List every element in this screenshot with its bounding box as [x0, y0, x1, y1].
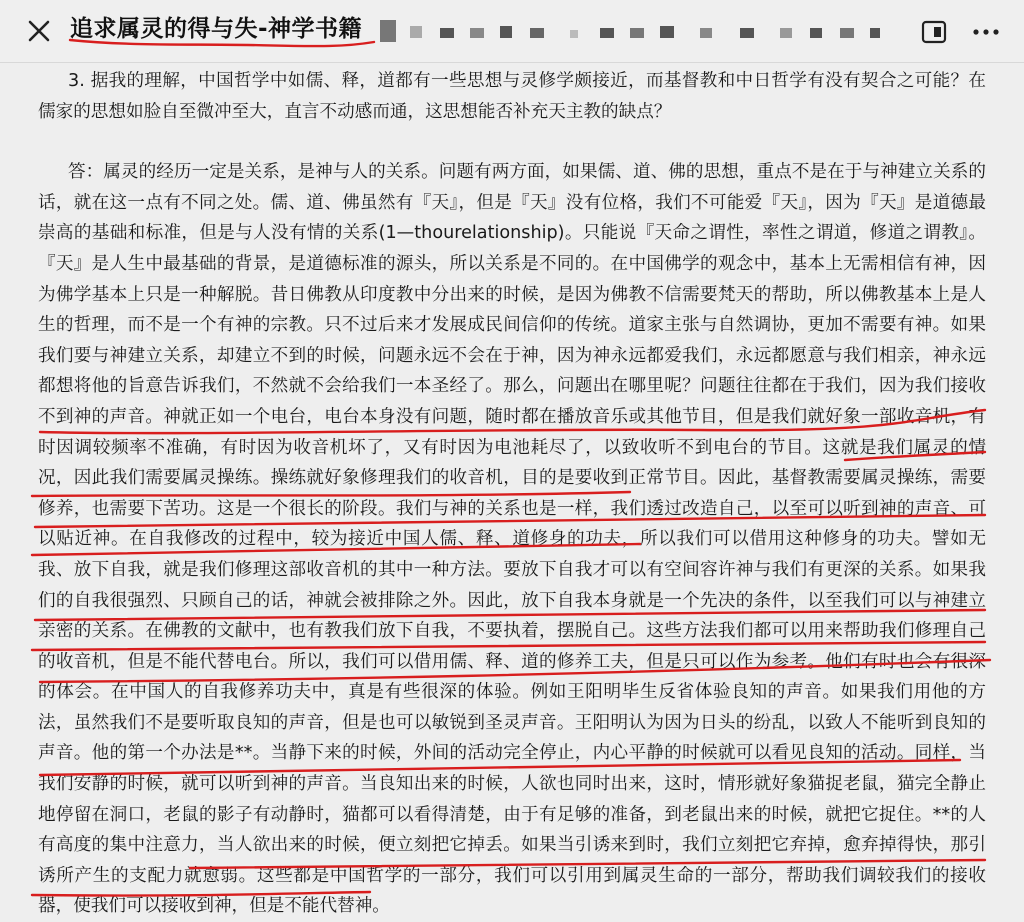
header-divider — [0, 62, 1024, 63]
top-bar — [0, 0, 1024, 62]
article-body — [38, 66, 986, 922]
redacted-pixelation — [370, 20, 890, 44]
more-dots-icon[interactable] — [970, 18, 1002, 46]
close-icon[interactable] — [22, 14, 56, 48]
page-title: 追求属灵的得与失-神学书籍 — [70, 16, 363, 42]
question-paragraph: 3. 据我的理解，中国哲学中如儒、释，道都有一些思想与灵修学颇接近，而基督教和中日哲学有没有契合之可能？在儒家的思想如脸自至微冲至大，直言不动感而通，这思想能否补充天主教的缺点？ — [38, 71, 986, 122]
title-underline-mark — [68, 34, 378, 54]
picture-in-picture-icon[interactable] — [920, 18, 948, 46]
answer-paragraph: 答：属灵的经历一定是关系，是神与人的关系。问题有两方面，如果儒、道、佛的思想，重点不是在于与神建立关系的话，就在这一点有不同之处。儒、道、佛虽然有『天』，但是『天』没有位格，我们不可能爱『天』，因为『天』是道德最崇高的基础和标准，但是与人没有情的关系(1—thourelationship)。只能说『天命之谓性，率性之谓道，修道之谓教』。『天』是人生中最基础的背景，是道德标准的源头，所以关系是不同的。在中国佛学的观念中，基本上无需相信有神，因为佛学基本上只是一种解脱。昔日佛教从印度教中分出来的时候，是因为佛教不信需要梵天的帮助，所以佛教基本上是人生的哲理，而不是一个有神的宗教。只不过后来才发展成民间信仰的传统。道家主张与自然调协，更加不需要有神。如果我们要与神建立关系，却建立不到的时候，问题永远不会在于神，因为神永远都爱我们，永远都愿意与我们相亲，神永远都想将他的旨意告诉我们，不然就不会给我们一本圣经了。那么，问题出在哪里呢？问题往往都在于我们，因为我们接收不到神的声音。神就正如一个电台，电台本身没有问题，随时都在播放音乐或其他节目，但是我们就好象一部收音机，有时因调较频率不准确，有时因为收音机坏了，又有时因为电池耗尽了，以致收听不到电台的节目。这就是我们属灵的情况，因此我们需要属灵操练。操练就好象修理我们的收音机，目的是要收到正常节目。因此，基督教需要属灵操练，需要修养，也需要下苦功。这是一个很长的阶段。我们与神的关系也是一样，我们透过改造自己，以至可以听到神的声音、可以贴近神。在自我修改的过程中，较为接近中国人儒、释、道修身的功夫，所以我们可以借用这种修身的功夫。譬如无我、放下自我，就是我们修理这部收音机的其中一种方法。要放下自我才可以有空间容许神与我们有更深的关系。如果我们的自我很强烈、只顾自己的话，神就会被排除之外。因此，放下自我本身就是一个先决的条件，以至我们可以与神建立亲密的关系。在佛教的文献中，也有教我们放下自我，不要执着，摆脱自己。这些方法我们都可以用来帮助我们修理自己的收音机，但是不能代替电台。所以，我们可以借用儒、释、道的修养工夫，但是只可以作为参考。他们有时也会有很深的体会。在中国人的自我修养功夫中，真是有些很深的体验。例如王阳明毕生反省体验良知的声音。如果我们用他的方法，虽然我们不是要听取良知的声音，但是也可以敏锐到圣灵声音。王阳明认为因为日头的纷乱，以致人不能听到良知的声音。他的第一个办法是**。当静下来的时候，外间的活动完全停止，内心平静的时候就可以看见良知的活动。同样，当我们安静的时候，就可以听到神的声音。当良知出来的时候，人欲也同时出来，这时，情形就好象猫捉老鼠，猫完全静止地停留在洞口，老鼠的影子有动静时，猫都可以看得清楚，由于有足够的准备，到老鼠出来的时候，就把它捉住。**的人有高度的集中注意力，当人欲出来的时候，便立刻把它掉丢。如果当引诱来到时，我们立刻把它弃掉，愈弃掉得快，那引诱所产生的支配力就愈弱。这些都是中国哲学的一部分，我们可以引用到属灵生命的一部分，帮助我们调较我们的接收器，使我们可以接收到神，但是不能代替神。 — [38, 162, 986, 917]
